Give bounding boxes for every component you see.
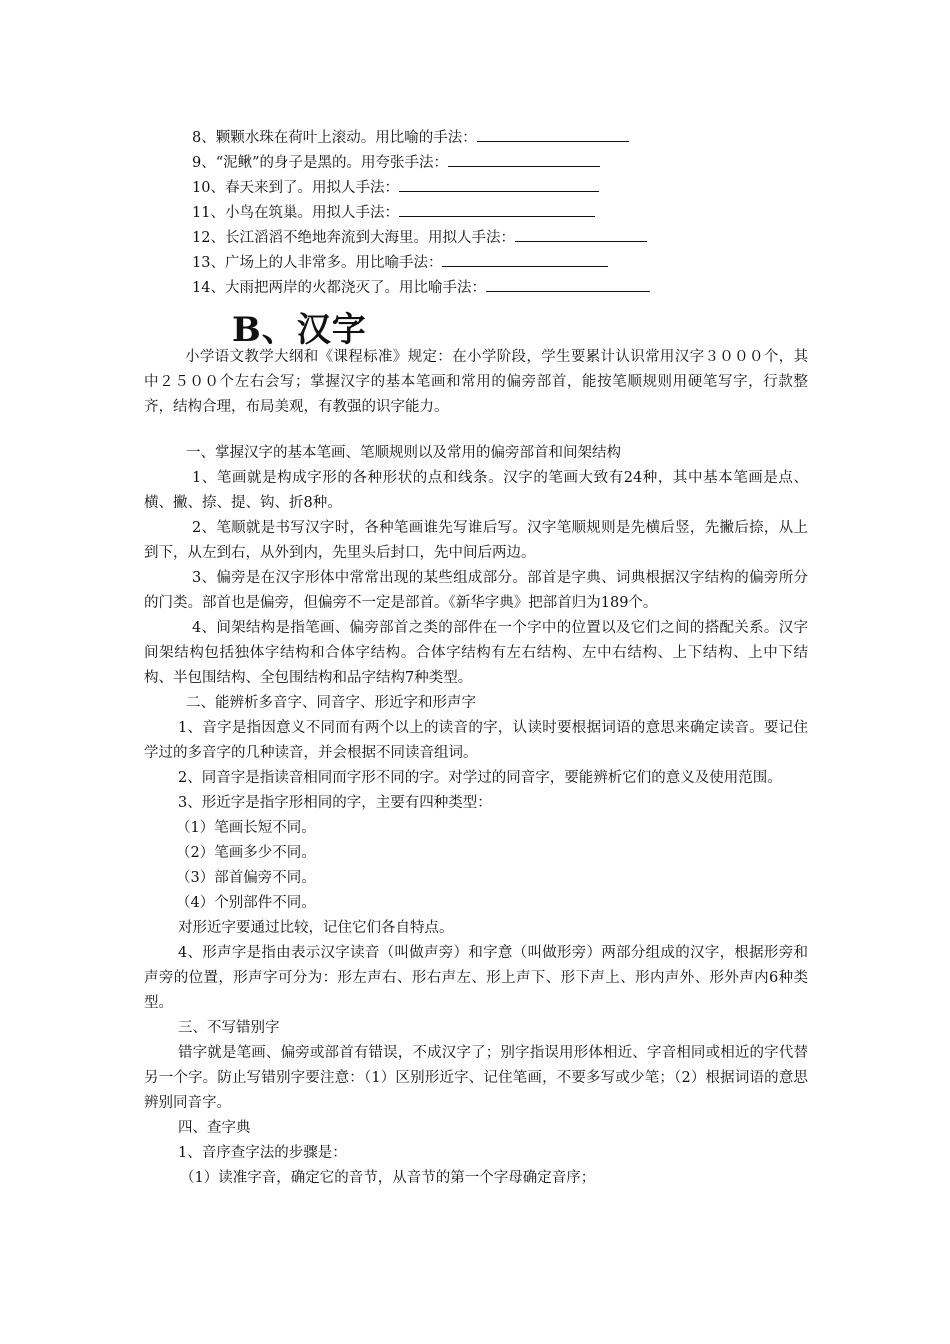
answer-blank[interactable] (399, 177, 599, 192)
exercise-item (192, 252, 608, 273)
exercise-text: 10、春天来到了。用拟人手法： (192, 180, 399, 196)
exercise-text: 12、长江滔滔不绝地奔流到大海里。用拟人手法： (192, 230, 515, 246)
answer-blank[interactable] (515, 227, 647, 242)
list-item: （2）笔画多少不同。 (176, 845, 316, 861)
answer-blank[interactable] (448, 152, 600, 167)
part1-paragraph: 3、偏旁是在汉字形体中常常出现的某些组成部分。部首是字典、词典根据汉字结构的偏旁所分的门类。部首也是偏旁，但偏旁不一定是部首。《新华字典》把部首归为189个。 (144, 570, 808, 611)
part2-paragraph: 4、形声字是指由表示汉字读音（叫做声旁）和字意（叫做形旁）两部分组成的汉字，根据形旁和声旁的位置，形声字可分为：形左声右、形右声左、形上声下、形下声上、形内声外、形外声内6种类型。 (144, 945, 808, 1011)
part2-paragraph: 3、形近字是指字形相同的字，主要有四种类型： (178, 795, 492, 811)
intro-paragraph: 小学语文教学大纲和《课程标准》规定：在小学阶段，学生要累计认识常用汉字３０００个，其中２５００个左右会写；掌握汉字的基本笔画和常用的偏旁部首，能按笔顺规则用硬笔写字，行款整齐，结构合理，布局美观，有教强的识字能力。 (144, 349, 808, 415)
part2-paragraph: 2、同音字是指读音相同而字形不同的字。对学过的同音字，要能辨析它们的意义及使用范围。 (178, 770, 782, 786)
exercise-item (192, 202, 595, 223)
part4-paragraph: （1）读准字音，确定它的音节，从音节的第一个字母确定音序； (180, 1170, 596, 1186)
part2-heading: 二、能辨析多音字、同音字、形近字和形声字 (186, 695, 476, 711)
answer-blank[interactable] (486, 277, 650, 292)
section-title: B、汉字 (232, 310, 367, 350)
part3-heading: 三、不写错别字 (178, 1020, 280, 1036)
part1-paragraph: 2、笔顺就是书写汉字时，各种笔画谁先写谁后写。汉字笔顺规则是先横后竖，先撇后捺，从上到下，从左到右，从外到内，先里头后封口，先中间后两边。 (144, 520, 808, 561)
answer-blank[interactable] (477, 127, 629, 142)
part1-paragraph: 1、笔画就是构成字形的各种形状的点和线条。汉字的笔画大致有24种，其中基本笔画是点、横、撇、捺、提、钩、折8种。 (144, 470, 808, 511)
exercise-text: 9、“泥鳅”的身子是黑的。用夸张手法： (192, 155, 449, 171)
part1-heading: 一、掌握汉字的基本笔画、笔顺规则以及常用的偏旁部首和间架结构 (186, 445, 621, 461)
part2-note: 对形近字要通过比较，记住它们各自特点。 (178, 920, 454, 936)
exercise-item (192, 227, 647, 248)
section-body (144, 345, 808, 1191)
exercise-item (192, 152, 600, 173)
exercise-text: 14、大雨把两岸的火都浇灭了。用比喻手法： (192, 280, 486, 296)
part1-paragraph: 4、间架结构是指笔画、偏旁部首之类的部件在一个字中的位置以及它们之间的搭配关系。汉字间架结构包括独体字结构和合体字结构。合体字结构有左右结构、左中右结构、上下结构、上中下结构、半包围结构、全包围结构和品字结构7种类型。 (144, 620, 808, 686)
list-item: （1）笔画长短不同。 (176, 820, 316, 836)
list-item: （4）个别部件不同。 (176, 895, 316, 911)
part2-paragraph: 1、音字是指因意义不同而有两个以上的读音的字，认读时要根据词语的意思来确定读音。要记住学过的多音字的几种读音，并会根据不同读音组词。 (144, 720, 808, 761)
part3-paragraph: 错字就是笔画、偏旁或部首有错误，不成汉字了；别字指误用形体相近、字音相同或相近的字代替另一个字。防止写错别字要注意：（1）区别形近字、记住笔画，不要多写或少笔；（2）根据词语的意思辨别同音字。 (144, 1045, 808, 1111)
exercise-item (192, 177, 599, 198)
exercise-text: 11、小鸟在筑巢。用拟人手法： (192, 205, 399, 221)
answer-blank[interactable] (442, 252, 608, 267)
part4-heading: 四、查字典 (178, 1120, 251, 1136)
exercise-text: 8、颗颗水珠在荷叶上滚动。用比喻的手法： (192, 130, 477, 146)
list-item: （3）部首偏旁不同。 (176, 870, 316, 886)
exercise-item (192, 277, 650, 298)
exercise-item (192, 127, 629, 148)
exercise-text: 13、广场上的人非常多。用比喻手法： (192, 255, 443, 271)
part4-paragraph: 1、音序查字法的步骤是： (178, 1145, 347, 1161)
answer-blank[interactable] (399, 202, 595, 217)
